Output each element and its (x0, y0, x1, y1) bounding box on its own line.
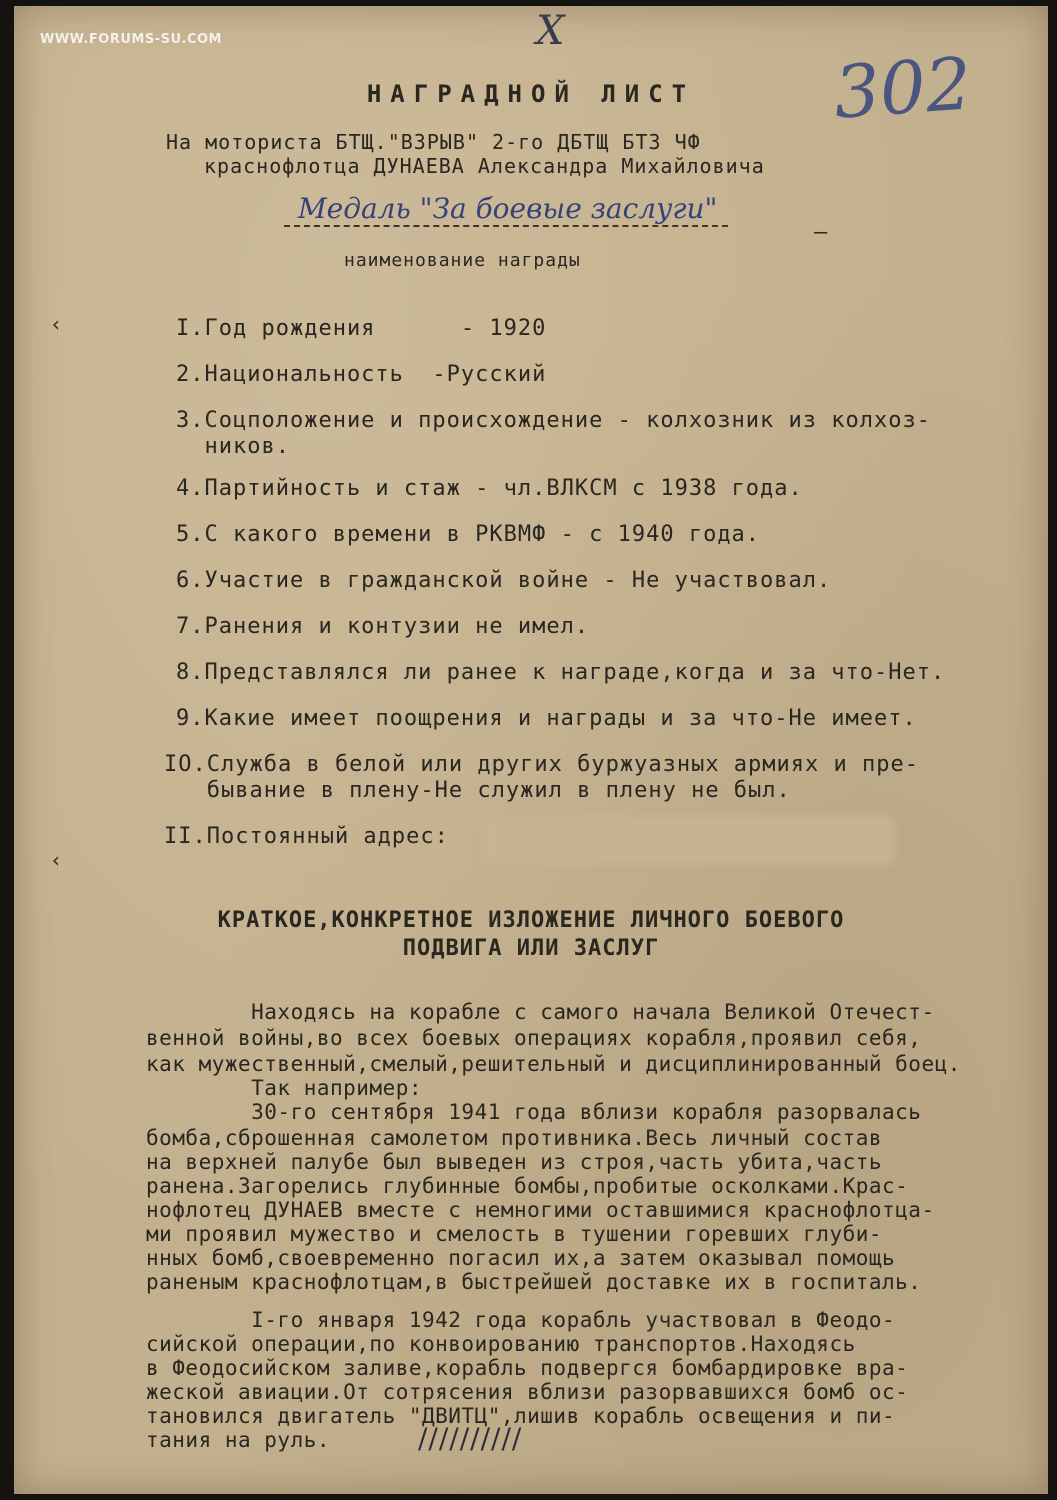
margin-tick: ‹ (50, 848, 63, 872)
narrative-line: в Феодосийском заливе,корабль подвергся бомбардировке вра- (146, 1356, 909, 1380)
item-9: 9.Какие имеет поощрения и награды и за что-Не имеет. (176, 706, 917, 731)
recipient-line-2: краснофлотца ДУНАЕВА Александра Михайловича (204, 154, 765, 178)
item-1: I.Год рождения - 1920 (176, 316, 547, 341)
narrative-line: бомба,сброшенная самолетом противника.Весь личный состав (146, 1126, 883, 1150)
narrative-line: на верхней палубе был выведен из строя,часть убита,часть (146, 1150, 883, 1174)
item-7: 7.Ранения и контузии не имел. (176, 614, 590, 639)
item-10-cont: бывание в плену-Не служил в плену не был. (164, 778, 791, 803)
narrative-line: жеской авиации.От сотрясения вблизи разорвавшихся бомб ос- (146, 1380, 909, 1404)
narrative-line: ранена.Загорелись глубинные бомбы,пробитые осколками.Крас- (146, 1174, 909, 1198)
narrative-line: нных бомб,своевременно погасил их,а затем оказывал помощь (146, 1246, 896, 1270)
handwritten-x-mark: X (536, 8, 565, 54)
redacted-address (484, 816, 894, 864)
award-name-handwritten: Медаль "За боевые заслуги" (284, 192, 728, 227)
item-2: 2.Национальность -Русский (176, 362, 547, 387)
narrative-line: тания на руль. (146, 1428, 331, 1452)
section-title-line-1: КРАТКОЕ,КОНКРЕТНОЕ ИЗЛОЖЕНИЕ ЛИЧНОГО БОЕВОГО (217, 908, 845, 933)
award-sheet (14, 6, 1048, 1494)
item-3-cont: ников. (176, 434, 290, 459)
handwritten-number: 302 (831, 41, 975, 135)
narrative-line: ми проявил мужество и смелость в тушении горевших глуби- (146, 1222, 883, 1246)
narrative-line: как мужественный,смелый,решительный и дисциплинированный боец. (146, 1052, 961, 1076)
narrative-line: раненым краснофлотцам,в быстрейшей доставке их в госпиталь. (146, 1270, 922, 1294)
recipient-line-1: На моториста БТЩ."ВЗРЫВ" 2-го ДБТЩ БТЗ ЧФ (166, 130, 701, 154)
item-8: 8.Представлялся ли ранее к награде,когда и за что-Нет. (176, 660, 946, 685)
handwritten-slashes: ////////// (418, 1422, 523, 1455)
watermark: WWW.FORUMS-SU.COM (40, 32, 222, 47)
award-line-dash: – (814, 220, 828, 245)
narrative-line: сийской операции,по конвоированию транспортов.Находясь (146, 1332, 856, 1356)
narrative-line: I-го января 1942 года корабль участвовал в Феодо- (146, 1308, 896, 1332)
narrative-line: Так например: (146, 1076, 423, 1100)
narrative-line: Находясь на корабле с самого начала Великой Отечест- (146, 1000, 935, 1024)
item-6: 6.Участие в гражданской войне - Не участвовал. (176, 568, 832, 593)
item-11: II.Постоянный адрес: (164, 824, 449, 849)
item-3: 3.Соцположение и происхождение - колхозник из колхоз- (176, 408, 931, 433)
margin-tick: ‹ (50, 312, 63, 336)
document-title: НАГРАДНОЙ ЛИСТ (366, 80, 696, 108)
item-4: 4.Партийность и стаж - чл.ВЛКСМ с 1938 года. (176, 476, 803, 501)
narrative-line: тановился двигатель "ДВИТЦ",лишив корабль освещения и пи- (146, 1404, 896, 1428)
award-caption: наименование награды (344, 250, 581, 271)
narrative-line: венной войны,во всех боевых операциях корабля,проявил себя, (146, 1026, 922, 1050)
item-10: IO.Служба в белой или других буржуазных армиях и пре- (164, 752, 919, 777)
narrative-line: 30-го сентября 1941 года вблизи корабля разорвалась (146, 1100, 922, 1124)
item-5: 5.С какого времени в РКВМФ - с 1940 года. (176, 522, 761, 547)
section-title-line-2: ПОДВИГА ИЛИ ЗАСЛУГ (402, 936, 660, 961)
narrative-line: нофлотец ДУНАЕВ вместе с немногими оставшимися краснофлотца- (146, 1198, 935, 1222)
